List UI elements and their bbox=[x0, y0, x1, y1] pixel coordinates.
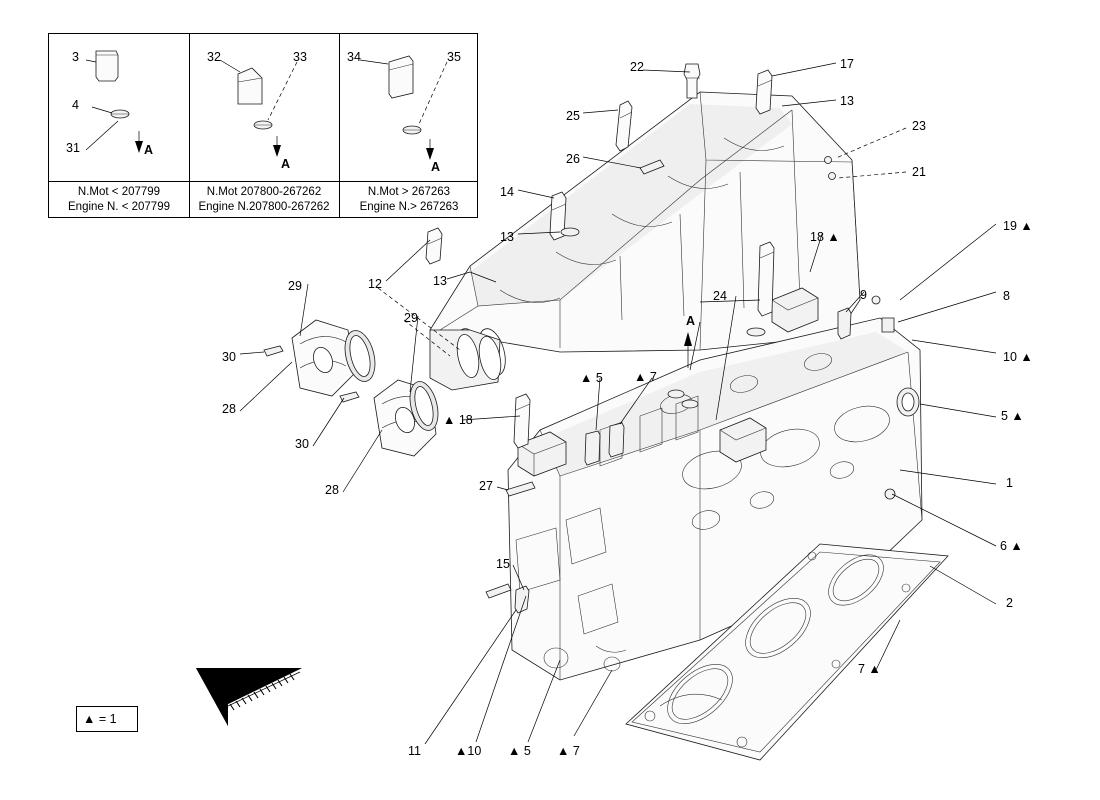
callout-10-a: 10 ▲ bbox=[1003, 350, 1033, 364]
callout-26: 26 bbox=[566, 152, 580, 166]
variant-2-caption-line1: N.Mot 207800-267262 bbox=[206, 186, 322, 198]
legend-key-text: ▲ = 1 bbox=[83, 712, 117, 726]
engine-variant-box bbox=[48, 33, 478, 218]
callout-7-b: 7 ▲ bbox=[858, 662, 881, 676]
variant-1-number-4: 4 bbox=[72, 98, 79, 112]
callout-7-c: ▲ 7 bbox=[557, 744, 580, 758]
callout-24: 24 bbox=[713, 289, 727, 303]
variant-3-number-34: 34 bbox=[347, 50, 361, 64]
callout-28-b: 28 bbox=[325, 483, 339, 497]
water-outlet-housing-lower bbox=[374, 379, 443, 456]
callout-28-a: 28 bbox=[222, 402, 236, 416]
callout-14: 14 bbox=[500, 185, 514, 199]
water-outlet-housing-upper bbox=[292, 320, 380, 396]
callout-18-b: ▲ 18 bbox=[443, 413, 473, 427]
callout-13-a: 13 bbox=[840, 94, 854, 108]
callout-a-main: A bbox=[686, 314, 696, 328]
callout-6: 6 ▲ bbox=[1000, 539, 1023, 553]
callout-23: 23 bbox=[912, 119, 926, 133]
callout-13-c: 13 bbox=[433, 274, 447, 288]
callout-30-b: 30 bbox=[295, 437, 309, 451]
variant-2-arrow-label: A bbox=[281, 157, 291, 171]
callout-13-b: 13 bbox=[500, 230, 514, 244]
callout-8: 8 bbox=[1003, 289, 1010, 303]
callout-5-a: ▲ 5 bbox=[580, 371, 603, 385]
variant-3-caption-line2: Engine N.> 267263 bbox=[359, 201, 459, 213]
callout-2: 2 bbox=[1006, 596, 1013, 610]
variant-2-number-32: 32 bbox=[207, 50, 221, 64]
callout-12: 12 bbox=[368, 277, 382, 291]
variant-1-number-31: 31 bbox=[66, 141, 80, 155]
variant-1-arrow-label: A bbox=[144, 143, 154, 157]
callout-25: 25 bbox=[566, 109, 580, 123]
callout-19: 19 ▲ bbox=[1003, 219, 1033, 233]
callout-22: 22 bbox=[630, 60, 644, 74]
callout-5-b: 5 ▲ bbox=[1001, 409, 1024, 423]
callout-15: 15 bbox=[496, 557, 510, 571]
callout-30-a: 30 bbox=[222, 350, 236, 364]
callout-1: 1 bbox=[1006, 476, 1013, 490]
callout-11: 11 bbox=[408, 744, 421, 758]
callout-18-a: 18 ▲ bbox=[810, 230, 840, 244]
variant-2-number-33: 33 bbox=[293, 50, 307, 64]
callout-9: 9 bbox=[860, 288, 867, 302]
variant-2-caption-line2: Engine N.207800-267262 bbox=[198, 201, 330, 213]
callout-27: 27 bbox=[479, 479, 493, 493]
variant-3-number-35: 35 bbox=[447, 50, 461, 64]
callout-10-b: ▲10 bbox=[455, 744, 482, 758]
variant-1-number-3: 3 bbox=[72, 50, 79, 64]
variant-3-arrow-label: A bbox=[431, 160, 441, 174]
variant-3-caption-line1: N.Mot > 267263 bbox=[367, 186, 451, 198]
variant-1-caption-line2: Engine N. < 207799 bbox=[68, 201, 170, 213]
callout-29-b: 29 bbox=[404, 311, 418, 325]
variant-1-caption-line1: N.Mot < 207799 bbox=[77, 186, 161, 198]
callout-29-a: 29 bbox=[288, 279, 302, 293]
callout-21: 21 bbox=[912, 165, 926, 179]
callout-7-a: ▲ 7 bbox=[634, 370, 657, 384]
callout-5-c: ▲ 5 bbox=[508, 744, 531, 758]
legend-key-box bbox=[76, 706, 138, 732]
orientation-arrow bbox=[196, 668, 302, 726]
callout-17: 17 bbox=[840, 57, 854, 71]
